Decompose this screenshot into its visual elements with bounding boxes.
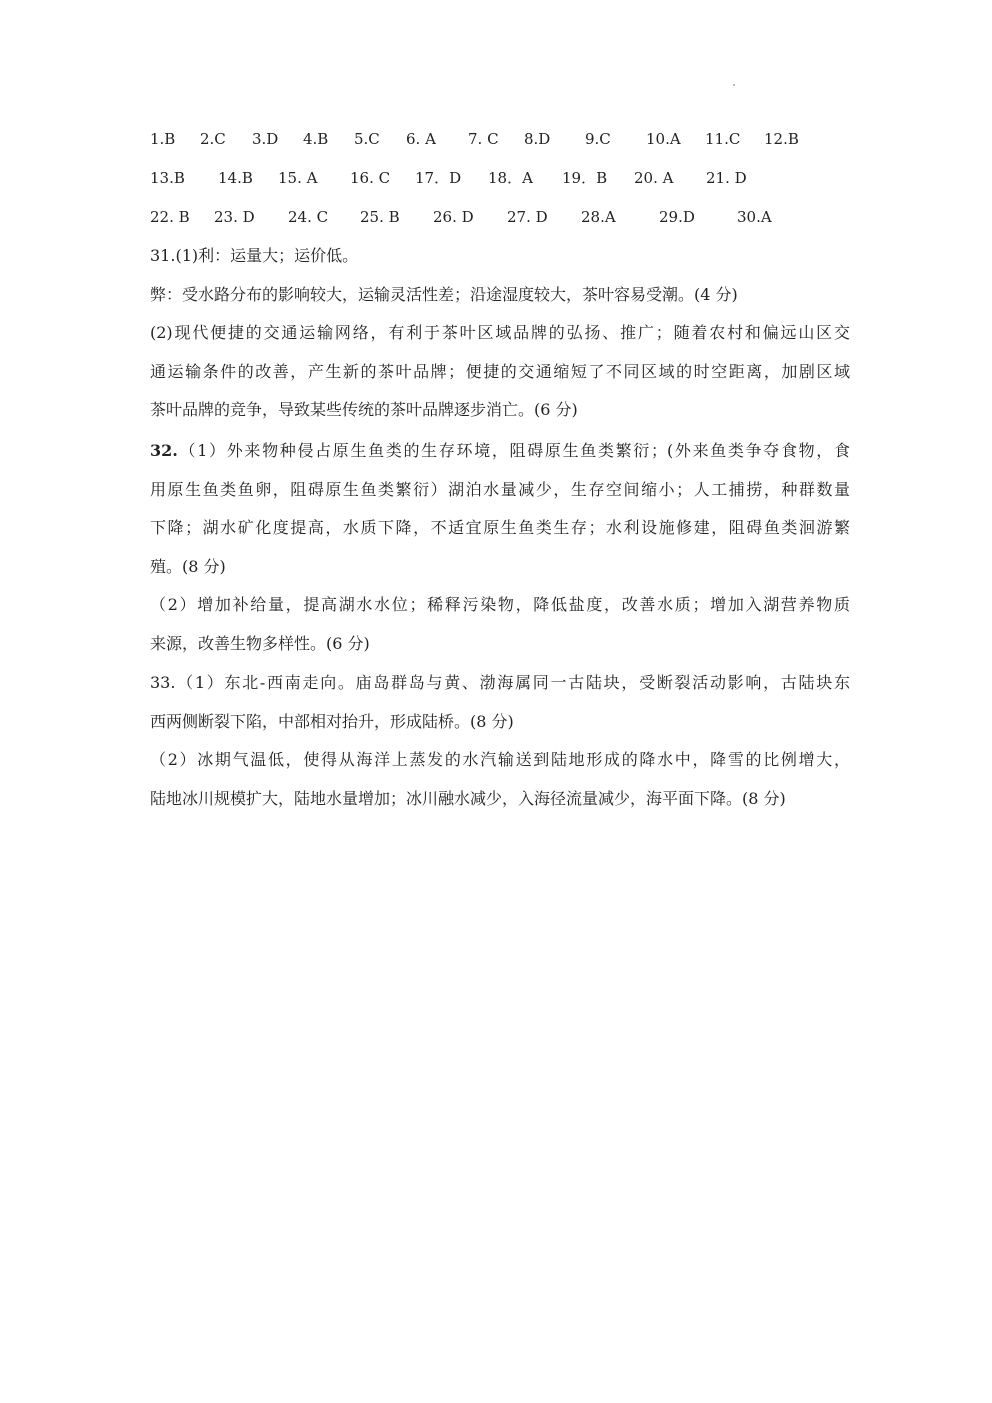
mcq-answer: 26. D <box>433 208 474 226</box>
mcq-answer: 6. A <box>406 130 436 148</box>
mcq-answer: 14.B <box>218 169 253 187</box>
q31-part1: 31.(1)利：运量大；运价低。 <box>150 246 359 265</box>
mcq-answer: 29.D <box>659 208 695 226</box>
q32-answer <box>150 432 850 663</box>
mcq-answer: 8.D <box>524 130 551 148</box>
q32-part2-line: （2）增加补给量，提高湖水水位；稀释污染物，降低盐度，改善水质；增加入湖营养物质 <box>150 595 850 614</box>
mcq-answer: 18．A <box>488 169 533 187</box>
mcq-answer: 4.B <box>303 130 329 148</box>
mcq-answer: 24. C <box>288 208 329 226</box>
q31-drawbacks: 弊：受水路分布的影响较大，运输灵活性差；沿途湿度较大，茶叶容易受潮。(4 分) <box>150 284 738 304</box>
q32-part2-line: 来源，改善生物多样性。(6 分) <box>150 633 370 653</box>
mcq-answer: 15. A <box>278 169 318 187</box>
scan-speck <box>733 84 735 86</box>
mcq-answer: 19．B <box>562 169 608 187</box>
q32-number: 32. <box>150 441 178 460</box>
mcq-answer: 13.B <box>150 169 185 187</box>
mcq-answer: 5.C <box>354 130 380 148</box>
q33-part2-line: 陆地冰川规模扩大，陆地水量增加；冰川融水减少，入海径流量减少，海平面下降。(8 分) <box>150 788 786 808</box>
mcq-answer: 9.C <box>585 130 611 148</box>
mcq-answer: 1.B <box>150 130 176 148</box>
q33-part2-line: （2）冰期气温低，使得从海洋上蒸发的水汽输送到陆地形成的降水中，降雪的比例增大， <box>150 750 850 769</box>
mcq-row-2 <box>150 166 850 190</box>
mcq-answer: 30.A <box>737 208 772 226</box>
mcq-answer: 11.C <box>705 130 741 148</box>
mcq-answer: 25. B <box>360 208 400 226</box>
mcq-row-1 <box>150 127 850 151</box>
mcq-row-3 <box>150 205 850 229</box>
mcq-answer: 7. C <box>468 130 499 148</box>
q33-answer <box>150 664 850 818</box>
mcq-answer: 20. A <box>634 169 674 187</box>
mcq-answer: 10.A <box>646 130 681 148</box>
q32-part1-line: 用原生鱼类鱼卵，阻碍原生鱼类繁衍）湖泊水量减少，生存空间缩小；人工捕捞，种群数量 <box>150 479 850 499</box>
q31-answer <box>150 237 850 430</box>
mcq-answer: 2.C <box>200 130 226 148</box>
mcq-answer: 21. D <box>706 169 747 187</box>
q32-part1-line <box>150 432 850 471</box>
q32-part1-line: 下降；湖水矿化度提高，水质下降，不适宜原生鱼类生存；水利设施修建，阻碍鱼类洄游繁 <box>150 518 850 537</box>
mcq-answer: 16. C <box>350 169 391 187</box>
q33-part1-line: 33.（1）东北-西南走向。庙岛群岛与黄、渤海属同一古陆块，受断裂活动影响，古陆块东 <box>150 673 850 692</box>
mcq-answer: 23. D <box>214 208 255 226</box>
q31-part2-line: (2)现代便捷的交通运输网络，有利于茶叶区域品牌的弘扬、推广；随着农村和偏远山区交 <box>150 323 850 342</box>
q31-part2-line: 通运输条件的改善，产生新的茶叶品牌；便捷的交通缩短了不同区域的时空距离，加剧区域 <box>150 361 850 381</box>
q32-part1-line: 殖。(8 分) <box>150 556 226 576</box>
mcq-answer: 17．D <box>415 169 462 187</box>
mcq-answer: 3.D <box>252 130 279 148</box>
mcq-answer: 22. B <box>150 208 190 226</box>
q33-part1-line: 西两侧断裂下陷，中部相对抬升，形成陆桥。(8 分) <box>150 711 514 731</box>
q31-part2-line: 茶叶品牌的竞争，导致某些传统的茶叶品牌逐步消亡。(6 分) <box>150 400 578 419</box>
q32-part1-text: （1）外来物种侵占原生鱼类的生存环境，阻碍原生鱼类繁衍；(外来鱼类争夺食物，食 <box>177 441 850 460</box>
mcq-answer: 12.B <box>764 130 799 148</box>
mcq-answer: 28.A <box>581 208 616 226</box>
mcq-answer: 27. D <box>507 208 548 226</box>
